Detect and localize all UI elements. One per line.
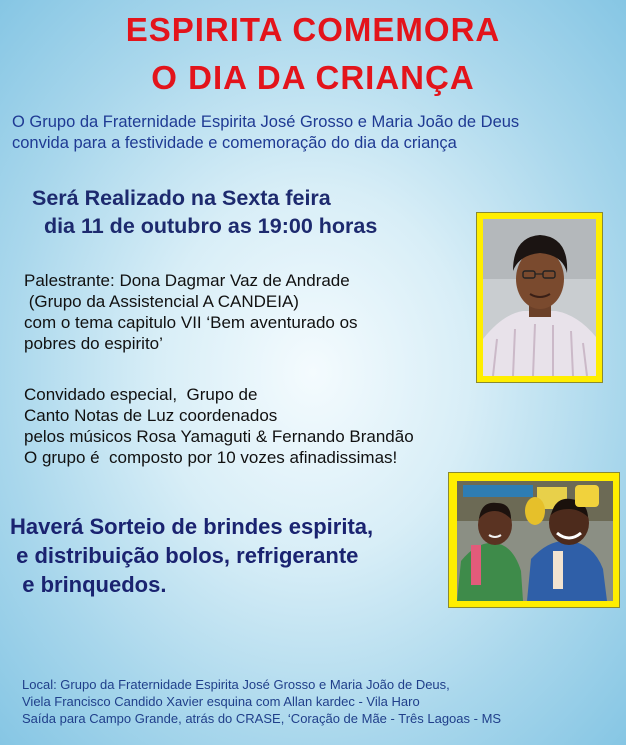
raffle-line-1: Haverá Sorteio de brindes espirita, bbox=[10, 514, 374, 539]
intro-line-1: O Grupo da Fraternidade Espirita José Grosso e Maria João de Deus bbox=[12, 113, 520, 131]
event-date bbox=[32, 184, 377, 240]
guest-line-1: Convidado especial, Grupo de bbox=[24, 385, 258, 404]
children-photo bbox=[448, 472, 620, 608]
speaker-line-2: (Grupo da Assistencial A CANDEIA) bbox=[24, 292, 299, 311]
date-line-1: Será Realizado na Sexta feira bbox=[32, 186, 331, 210]
footer-line-1: Local: Grupo da Fraternidade Espirita José Grosso e Maria João de Deus, bbox=[22, 677, 450, 692]
guest-line-3: pelos músicos Rosa Yamaguti & Fernando Brandão bbox=[24, 427, 414, 446]
speaker-portrait-image bbox=[483, 219, 596, 376]
raffle-line-3: e brinquedos. bbox=[10, 572, 167, 597]
guest-block bbox=[24, 384, 414, 468]
speaker-line-3: com o tema capitulo VII ‘Bem aventurado os bbox=[24, 313, 358, 332]
title-line-2: O DIA DA CRIANÇA bbox=[151, 59, 475, 96]
title-line-1: ESPIRITA COMEMORA bbox=[125, 11, 501, 48]
speaker-photo bbox=[476, 212, 603, 383]
date-line-2: dia 11 de outubro as 19:00 horas bbox=[32, 214, 378, 238]
speaker-block bbox=[24, 270, 358, 354]
poster-title bbox=[0, 10, 626, 50]
intro-line-2: convida para a festividade e comemoração do dia da criança bbox=[12, 134, 457, 152]
guest-line-4: O grupo é composto por 10 vozes afinadissimas! bbox=[24, 448, 398, 467]
location-footer bbox=[22, 676, 501, 727]
invitation-text bbox=[12, 112, 519, 154]
speaker-line-1: Palestrante: Dona Dagmar Vaz de Andrade bbox=[24, 271, 350, 290]
footer-line-3: Saída para Campo Grande, atrás do CRASE, ‘Coração de Mãe - Três Lagoas - MS bbox=[22, 711, 502, 726]
poster-title-2 bbox=[0, 58, 626, 98]
footer-line-2: Viela Francisco Candido Xavier esquina com Allan kardec - Vila Haro bbox=[22, 694, 420, 709]
speaker-line-4: pobres do espirito’ bbox=[24, 334, 163, 353]
guest-line-2: Canto Notas de Luz coordenados bbox=[24, 406, 278, 425]
raffle-line-2: e distribuição bolos, refrigerante bbox=[10, 543, 359, 568]
children-image bbox=[457, 481, 613, 601]
raffle-block bbox=[10, 512, 373, 599]
